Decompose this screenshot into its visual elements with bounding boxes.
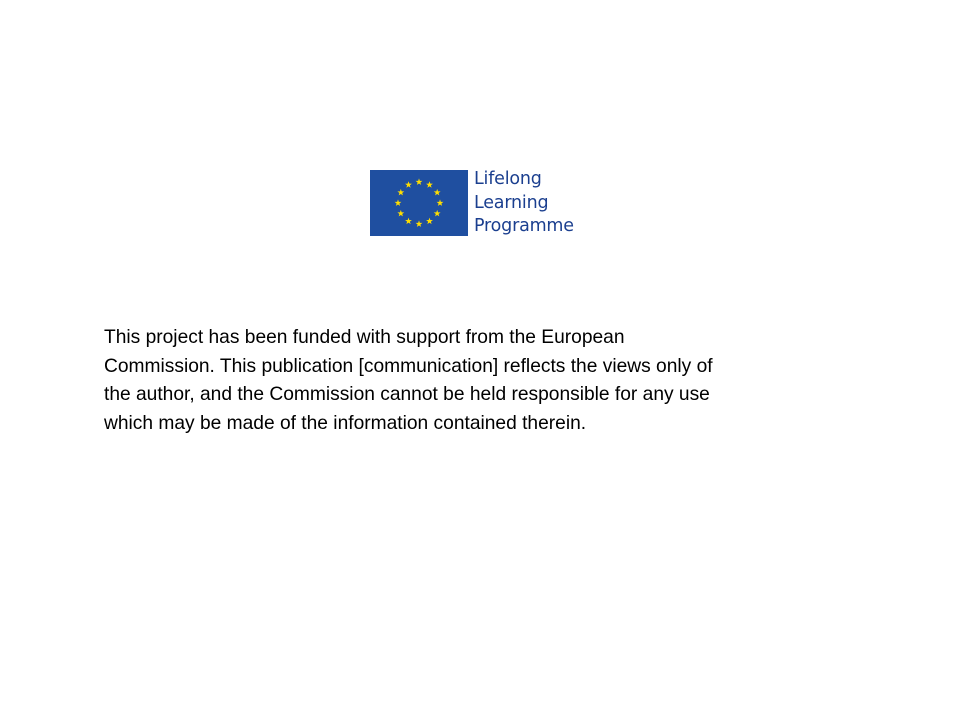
eu-flag-icon	[370, 170, 468, 236]
programme-name-line-2: Learning	[474, 192, 549, 213]
programme-name-line-3: Programme	[474, 216, 574, 236]
programme-name-line-1: Lifelong	[474, 169, 542, 189]
lifelong-learning-programme-logo	[370, 168, 600, 238]
programme-name	[474, 168, 600, 239]
disclaimer-line-3: the author, and the Commission cannot be held responsible for any use	[104, 384, 710, 405]
funding-disclaimer	[104, 324, 884, 438]
disclaimer-line-4: which may be made of the information contained therein.	[104, 412, 587, 434]
disclaimer-line-1: This project has been funded with support from the European	[104, 327, 625, 348]
disclaimer-line-2: Commission. This publication [communication] reflects the views only of	[104, 355, 713, 377]
